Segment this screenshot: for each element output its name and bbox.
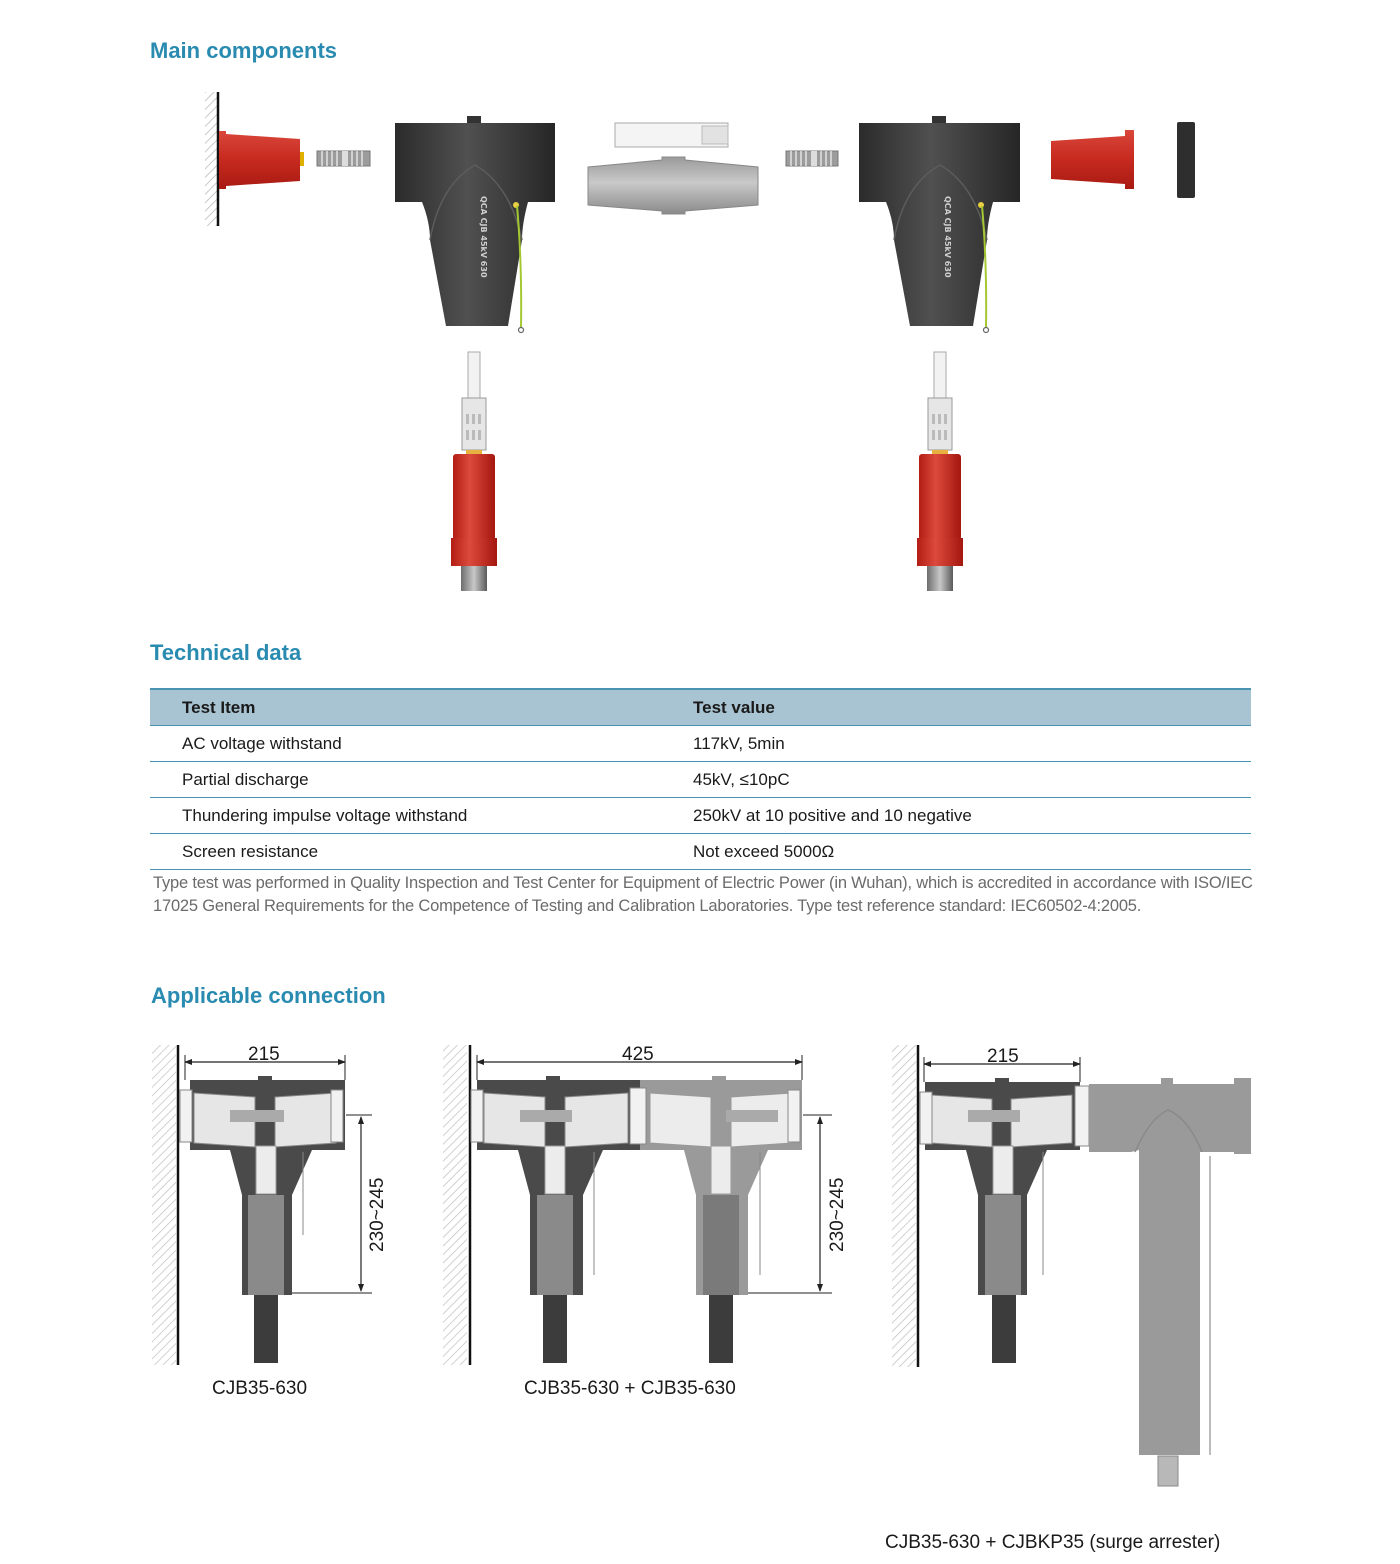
main-components-title: Main components: [150, 38, 338, 63]
test-item-cell: Partial discharge: [150, 762, 661, 798]
test-value-cell: 45kV, ≤10pC: [661, 762, 1251, 798]
main-components-illustration: [0, 0, 1400, 620]
connection-caption-1: CJB35-630: [212, 1378, 308, 1399]
connection-caption-3: CJB35-630 + CJBKP35 (surge arrester): [885, 1532, 1221, 1553]
coupling-insert: [588, 123, 758, 214]
width-dim-1: 215: [248, 1044, 280, 1065]
header-test-item: Test Item: [150, 689, 661, 726]
table-header-row: [150, 689, 1251, 726]
end-cap: [1177, 122, 1195, 198]
technical-data-table: [150, 688, 1251, 870]
test-item-cell: AC voltage withstand: [150, 726, 661, 762]
stud-bolt-2: [786, 151, 838, 166]
connection-caption-2: CJB35-630 + CJB35-630: [524, 1378, 736, 1399]
test-value-cell: Not exceed 5000Ω: [661, 834, 1251, 870]
height-dim-2: 230~245: [827, 1177, 848, 1252]
t-connector-body-2: [859, 116, 1020, 333]
table-row: [150, 834, 1251, 870]
t-connector-body-1: [395, 116, 555, 333]
connection-drawing-2: [443, 1044, 848, 1365]
table-row: [150, 798, 1251, 834]
table-row: [150, 762, 1251, 798]
body-marking-1: QCA CJB 45kV 630: [479, 196, 488, 278]
test-value-cell: 117kV, 5min: [661, 726, 1251, 762]
cable-stress-cone-1: [451, 352, 497, 591]
body-marking-2: QCA CJB 45kV 630: [943, 196, 952, 278]
insulating-plug: [1051, 130, 1134, 189]
type-test-note: Type test was performed in Quality Inspection and Test Center for Equipment of Electric Power (in Wuhan), which is accredited in accordance with ISO/IEC 17025 General Requirements for the Competence of Testing and Calibration Laboratories. Type test reference standard: IEC60502-4:2005.: [153, 874, 1253, 915]
connection-drawing-3: [892, 1045, 1251, 1486]
header-test-value: Test value: [661, 689, 1251, 726]
width-dim-3: 215: [987, 1046, 1019, 1067]
test-item-cell: Screen resistance: [150, 834, 661, 870]
connection-drawing-1: [152, 1044, 388, 1365]
test-item-cell: Thundering impulse voltage withstand: [150, 798, 661, 834]
test-value-cell: 250kV at 10 positive and 10 negative: [661, 798, 1251, 834]
height-dim-1: 230~245: [367, 1177, 388, 1252]
cable-stress-cone-2: [917, 352, 963, 591]
table-row: [150, 726, 1251, 762]
stud-bolt-1: [317, 151, 370, 166]
width-dim-2: 425: [622, 1044, 654, 1065]
applicable-connection-title: Applicable connection: [151, 983, 386, 1008]
wall-bushing: [205, 92, 304, 226]
technical-data-title: Technical data: [150, 640, 302, 665]
